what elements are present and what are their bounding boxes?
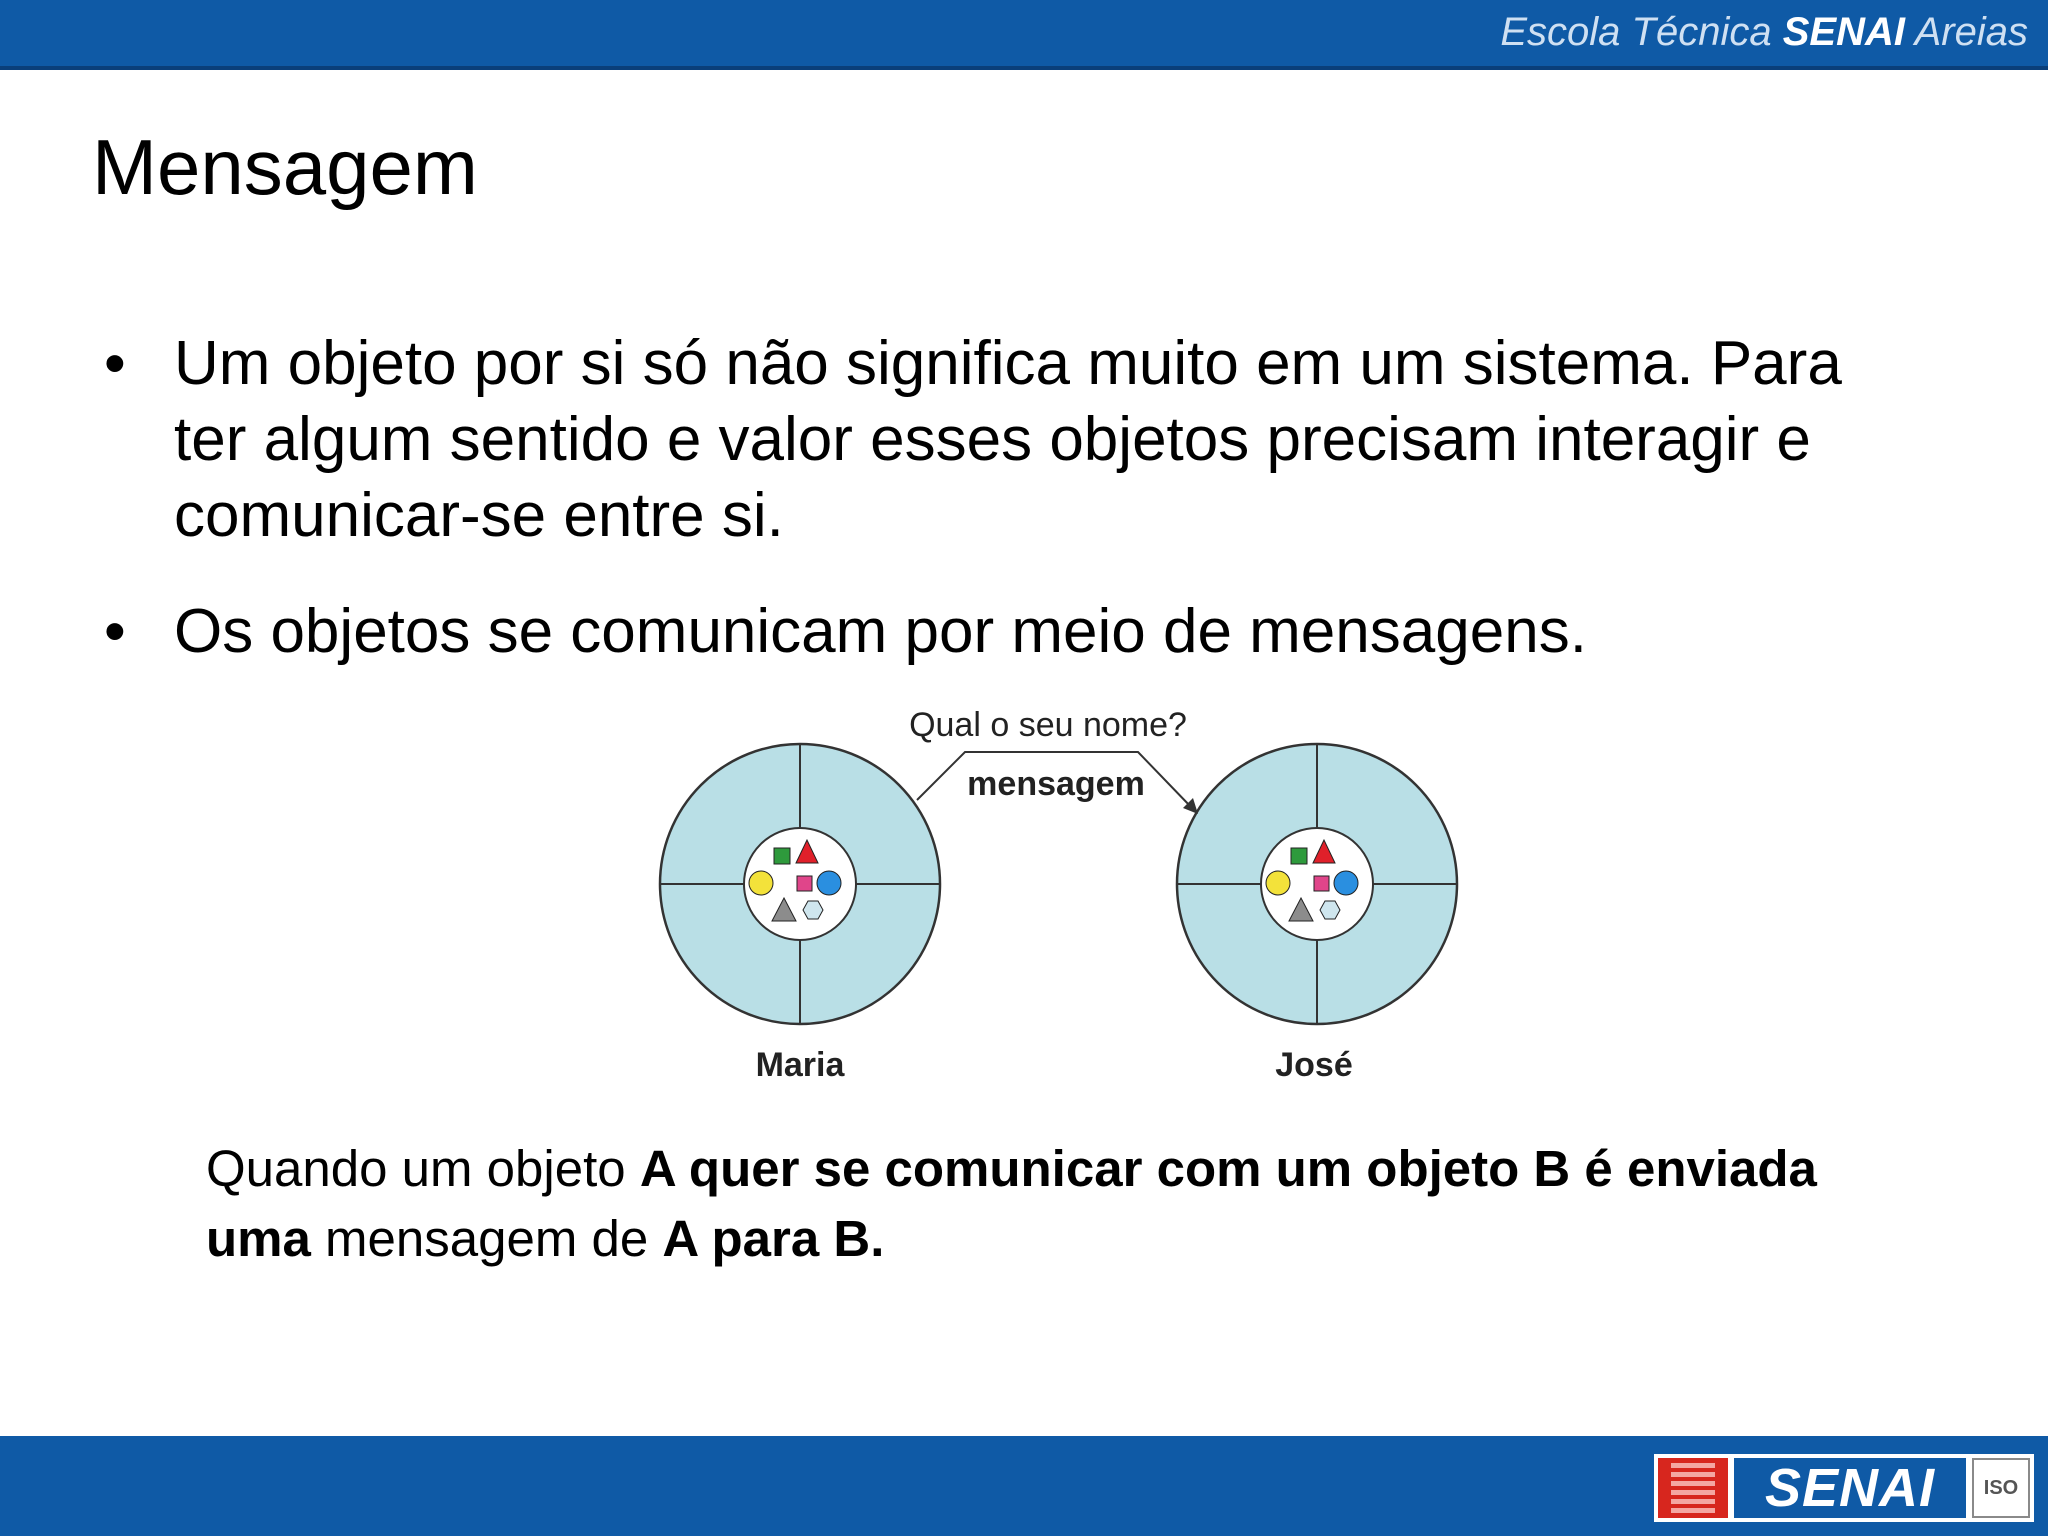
green-square-icon [774, 848, 790, 864]
bullet-text: Um objeto por si só não significa muito em um sistema. Para ter algum sentido e valor esses objetos precisam interagir e comunicar-se entre si. [174, 329, 1842, 550]
iso-badge: ISO [1972, 1458, 2030, 1518]
bullet-marker: • [104, 597, 126, 666]
header-bar [0, 0, 2048, 70]
yellow-circle-icon [749, 871, 773, 895]
school-name [1500, 10, 2028, 55]
senai-logo [1654, 1454, 2034, 1522]
logo-wordmark: SENAI [1734, 1458, 1966, 1518]
hexagon-icon [803, 901, 823, 919]
senai-mark-icon [1658, 1458, 1728, 1518]
sender-label: Maria [755, 1046, 845, 1084]
school-suffix: Areias [1914, 10, 2028, 54]
bullet-item [100, 594, 1920, 670]
school-prefix: Escola Técnica [1500, 10, 1772, 54]
footer-bar [0, 1436, 2048, 1536]
yellow-circle-icon [1266, 871, 1290, 895]
hexagon-icon [1320, 901, 1340, 919]
bullet-item [100, 326, 1920, 554]
green-square-icon [1291, 848, 1307, 864]
slide-title: Mensagem [92, 123, 478, 211]
caption-text: Quando um objeto [206, 1140, 640, 1197]
object-jose [1177, 744, 1457, 1024]
message-diagram [640, 690, 1520, 1110]
bullet-text: Os objetos se comunicam por meio de mensagens. [174, 597, 1587, 666]
school-brand: SENAI [1782, 10, 1905, 54]
magenta-square-icon [1314, 876, 1329, 891]
caption-bold: A para B. [662, 1210, 885, 1267]
magenta-square-icon [797, 876, 812, 891]
message-question: Qual o seu nome? [909, 706, 1187, 744]
message-label: mensagem [967, 765, 1145, 803]
blue-circle-icon [817, 871, 841, 895]
bullet-list [100, 326, 1920, 710]
caption-bold: A quer se comunicar com um objeto B é enviada uma [206, 1140, 1817, 1267]
caption-text: mensagem de [310, 1210, 663, 1267]
caption [206, 1134, 1906, 1274]
receiver-label: José [1275, 1046, 1353, 1084]
bullet-marker: • [104, 329, 126, 398]
blue-circle-icon [1334, 871, 1358, 895]
object-maria [660, 744, 940, 1024]
